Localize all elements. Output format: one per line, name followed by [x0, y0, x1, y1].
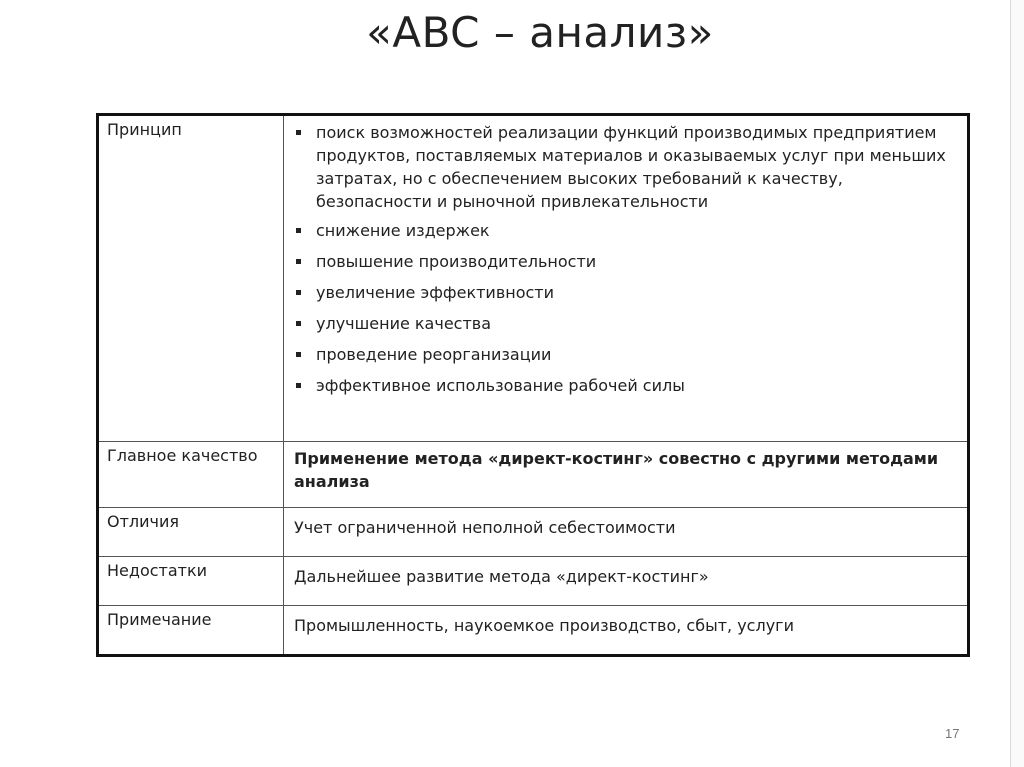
table-row-differences [98, 508, 969, 557]
square-bullet-icon [296, 130, 301, 135]
principle-content [284, 115, 969, 442]
note-content: Промышленность, наукоемкое производство, сбыт, услуги [284, 606, 969, 656]
abc-analysis-table [96, 113, 970, 657]
row-label: Примечание [98, 606, 284, 656]
table-row-principle [98, 115, 969, 442]
slide-edge [1010, 0, 1024, 767]
list-item-text: эффективное использование рабочей силы [316, 376, 685, 395]
table-row-note [98, 606, 969, 656]
list-item [294, 374, 959, 397]
list-item [294, 281, 959, 304]
row-label: Отличия [98, 508, 284, 557]
square-bullet-icon [296, 290, 301, 295]
page-number: 17 [945, 726, 960, 741]
square-bullet-icon [296, 228, 301, 233]
list-item [294, 219, 959, 242]
table-row-drawbacks [98, 557, 969, 606]
list-item [294, 121, 959, 213]
drawbacks-content: Дальнейшее развитие метода «директ-костинг» [284, 557, 969, 606]
list-item-text: повышение производительности [316, 252, 597, 271]
square-bullet-icon [296, 352, 301, 357]
square-bullet-icon [296, 321, 301, 326]
row-label: Недостатки [98, 557, 284, 606]
list-item-text: снижение издержек [316, 221, 490, 240]
list-item-text: увеличение эффективности [316, 283, 555, 302]
list-item-text: поиск возможностей реализации функций производимых предприятием продуктов, поставляемых материалов и оказываемых услуг при меньших затратах, но с обеспечением высоких требований к качеству, безопасности и рыночной привлекательности [316, 123, 946, 211]
list-item-text: улучшение качества [316, 314, 492, 333]
differences-content: Учет ограниченной неполной себестоимости [284, 508, 969, 557]
row-label: Главное качество [98, 442, 284, 508]
list-item-text: проведение реорганизации [316, 345, 552, 364]
list-item [294, 312, 959, 335]
list-item [294, 343, 959, 366]
main-quality-content: Применение метода «директ-костинг» совестно с другими методами анализа [284, 442, 969, 508]
row-label: Принцип [98, 115, 284, 442]
list-item [294, 250, 959, 273]
slide-title: «ABC – анализ» [366, 8, 714, 57]
square-bullet-icon [296, 383, 301, 388]
square-bullet-icon [296, 259, 301, 264]
principle-list [294, 121, 959, 397]
table-row-main-quality [98, 442, 969, 508]
